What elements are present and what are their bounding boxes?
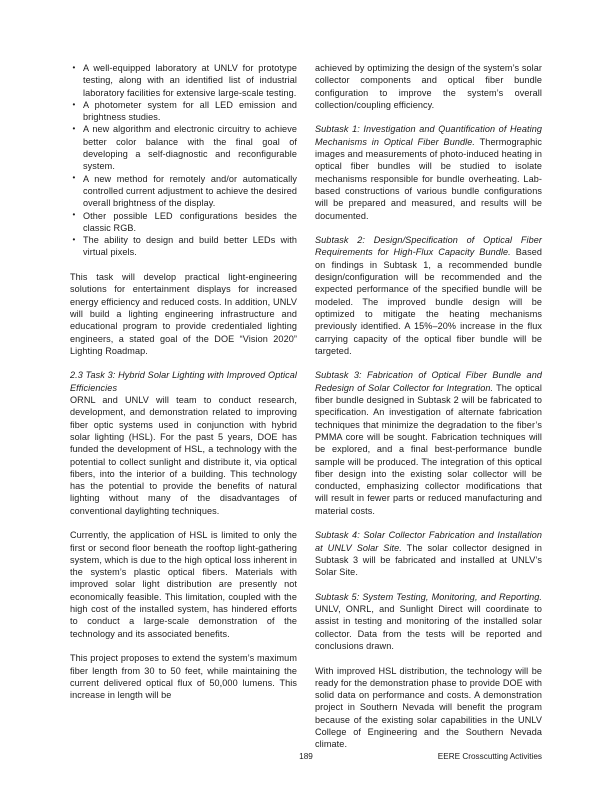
subtask-3 xyxy=(315,369,542,517)
bullet-text: • A well-equipped laboratory at UNLV for prototype testing, along with an identified list of industrial laboratory facilities for extensive large-scale testing. xyxy=(83,63,297,98)
list-item xyxy=(70,173,297,210)
two-column-body xyxy=(70,62,543,750)
footer-page-number: 189 xyxy=(299,752,313,761)
list-item xyxy=(70,99,297,124)
subtask-5-body: UNLV, ONRL, and Sunlight Direct will coordinate to assist in testing and monitoring of the installed solar collector. Data from the tests will be reported and conclusions drawn. xyxy=(315,604,542,651)
bullet-text: • The ability to design and build better LEDs with virtual pixels. xyxy=(83,235,297,258)
subtask-5 xyxy=(315,591,542,652)
capabilities-bullet-list xyxy=(70,62,297,259)
paragraph-task2-outcomes: This task will develop practical light-engineering solutions for entertainment displays for increased energy efficiency and reduced costs. In addition, UNLV will build a lighting engineering infrastructure and educational program to provide credentialed lighting engineers, a stated goal of the DOE “Vision 2020” Lighting Roadmap. xyxy=(70,272,297,356)
subtask-1-body: Thermographic images and measurements of photo-induced heating in optical fiber bundles will be studied to isolate mechanisms responsible for bundle overheating. Lab-based constructions of various bundle configurations will be prepared and measured, and results will be documented. xyxy=(315,136,542,221)
list-item xyxy=(70,123,297,172)
subtask-4-title: Subtask 4: Solar Collector Fabrication and Installation at UNLV Solar Site. xyxy=(315,530,542,553)
paragraph-optimization-continued: achieved by optimizing the design of the system’s solar collector components and optical fiber bundle configuration to improve the system’s overall collection/coupling efficiency. xyxy=(315,63,542,110)
subtask-1-title: Subtask 1: Investigation and Quantification of Heating Mechanisms in Optical Fiber Bundle. xyxy=(315,124,542,147)
subtask-2 xyxy=(315,234,542,357)
section-heading-task3: 2.3 Task 3: Hybrid Solar Lighting with Improved Optical Efficiencies xyxy=(70,370,297,393)
subtask-4 xyxy=(315,529,542,578)
bullet-text: • Other possible LED configurations besides the classic RGB. xyxy=(83,210,297,233)
subtask-2-title: Subtask 2: Design/Specification of Optical Fiber Requirements for High-Flux Capacity Bundle. xyxy=(315,235,542,258)
list-item xyxy=(70,62,297,99)
paragraph-project-proposal: This project proposes to extend the system’s maximum fiber length from 30 to 50 feet, while maintaining the current delivered optical flux of 50,000 lumens. This increase in length will be xyxy=(70,653,297,701)
left-column xyxy=(70,62,297,701)
subtask-5-title: Subtask 5: System Testing, Monitoring, and Reporting. xyxy=(315,591,542,602)
right-column xyxy=(315,62,542,751)
list-item xyxy=(70,210,297,235)
subtask-4-body: The solar collector designed in Subtask 3 will be fabricated and installed at UNLV’s Solar Site. xyxy=(315,542,542,578)
list-item xyxy=(70,234,297,259)
subtask-3-body: The optical fiber bundle designed in Subtask 2 will be fabricated to specification. An investigation of alternate fabrication techniques that minimize the degradation to the fiber’s PMMA core will be sought. Fabrication techniques will be explored, and a final best-performance bundle sample will be produced. The integration of this optical fiber design into the existing solar collector will be conducted, emphasizing collector modifications that will result in fewer parts or reduced manufacturing and material costs. xyxy=(315,382,543,516)
subtask-2-body: Based on findings in Subtask 1, a recommended bundle design/configuration will be recommended and the expected performance of the specified bundle will be modeled. The improved bundle design will be optimized to mitigate the heating mechanisms previously identified. A 15%–20% increase in the flux carrying capacity of the optical fiber bundle will be targeted. xyxy=(315,247,543,356)
subtask-3-title: Subtask 3: Fabrication of Optical Fiber Bundle and Redesign of Solar Collector for Integration. xyxy=(315,370,542,393)
paragraph-conclusion: With improved HSL distribution, the technology will be ready for the demonstration phase to provide DOE with solid data on performance and costs. A demonstration project in Southern Nevada will benefit the program because of the existing solar capabilities in the UNLV College of Engineering and the Southern Nevada climate. xyxy=(315,665,542,750)
paragraph-hsl-intro: ORNL and UNLV will team to conduct research, development, and demonstration related to improving fiber optic systems used in conjunction with hybrid solar lighting (HSL). For the past 5 years, DOE has funded the development of HSL, a technology with the potential to collect sunlight and distribute it, via optical fibers, into the interior of a building. This technology has the potential to provide the benefits of natural lighting without many of the disadvantages of conventional daylighting techniques. xyxy=(70,395,297,516)
bullet-text: • A new algorithm and electronic circuitry to achieve better color balance with the final goal of developing a self-diagnostic and reconfigurable system. xyxy=(83,124,297,172)
bullet-text: • A photometer system for all LED emission and brightness studies. xyxy=(83,99,297,123)
page-footer xyxy=(0,752,612,768)
footer-program-name: EERE Crosscutting Activities xyxy=(437,752,542,761)
paragraph-hsl-limitations: Currently, the application of HSL is limited to only the first or second floor beneath the rooftop light-gathering system, which is due to the high optical loss inherent in the system’s plastic optical fibers. Materials with improved solar light distribution are presently not economically feasible. This limitation, coupled with the high cost of the installed system, has hindered efforts to conduct a large-scale demonstration of the technology and its associated benefits. xyxy=(70,530,297,639)
subtask-1 xyxy=(315,123,542,221)
bullet-text: • A new method for remotely and/or automatically controlled current adjustment to achieve the desired overall brightness of the display. xyxy=(83,173,297,209)
